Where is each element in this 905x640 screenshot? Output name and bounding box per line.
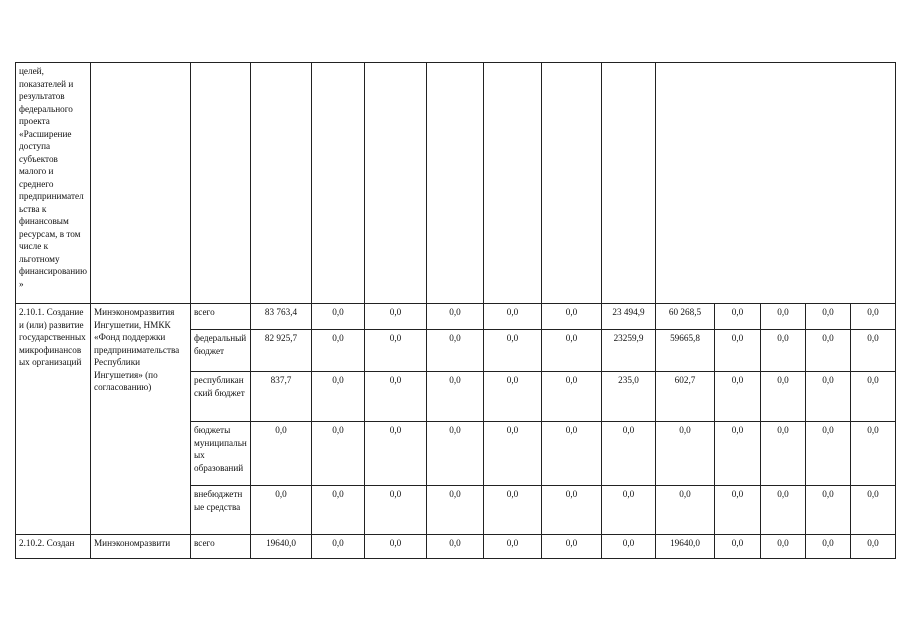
empty-merged-cell bbox=[656, 63, 896, 304]
executor-cell: Минэкономразвития Ингушетии, НМКК «Фонд поддержки предпринимательства Республики Ингушетия» (по согласованию) bbox=[91, 304, 191, 535]
value-cell: 0,0 bbox=[602, 535, 656, 559]
value-cell: 0,0 bbox=[656, 422, 715, 486]
empty-cell bbox=[602, 63, 656, 304]
value-cell: 0,0 bbox=[251, 486, 312, 535]
value-cell: 0,0 bbox=[312, 372, 365, 422]
value-cell: 0,0 bbox=[851, 330, 896, 372]
value-cell: 0,0 bbox=[761, 486, 806, 535]
value-cell: 0,0 bbox=[851, 422, 896, 486]
value-cell: 0,0 bbox=[427, 535, 484, 559]
value-cell: 0,0 bbox=[427, 330, 484, 372]
empty-cell bbox=[427, 63, 484, 304]
value-cell: 0,0 bbox=[427, 304, 484, 330]
value-cell: 0,0 bbox=[761, 422, 806, 486]
value-cell: 0,0 bbox=[806, 330, 851, 372]
value-cell: 0,0 bbox=[715, 304, 761, 330]
empty-cell bbox=[191, 63, 251, 304]
empty-cell bbox=[365, 63, 427, 304]
empty-cell bbox=[542, 63, 602, 304]
value-cell: 0,0 bbox=[542, 535, 602, 559]
value-cell: 0,0 bbox=[365, 372, 427, 422]
value-cell: 0,0 bbox=[312, 304, 365, 330]
value-cell: 0,0 bbox=[251, 422, 312, 486]
value-cell: 0,0 bbox=[806, 422, 851, 486]
value-cell: 0,0 bbox=[715, 486, 761, 535]
executor-cell: Минэкономразвити bbox=[91, 535, 191, 559]
value-cell: 0,0 bbox=[484, 372, 542, 422]
value-cell: 0,0 bbox=[542, 330, 602, 372]
value-cell: 0,0 bbox=[761, 304, 806, 330]
value-cell: 0,0 bbox=[851, 535, 896, 559]
value-cell: 0,0 bbox=[542, 304, 602, 330]
value-cell: 0,0 bbox=[312, 330, 365, 372]
value-cell: 0,0 bbox=[542, 372, 602, 422]
value-cell: 23 494,9 bbox=[602, 304, 656, 330]
value-cell: 0,0 bbox=[761, 330, 806, 372]
value-cell: 82 925,7 bbox=[251, 330, 312, 372]
value-cell: 0,0 bbox=[851, 304, 896, 330]
value-cell: 0,0 bbox=[312, 535, 365, 559]
value-cell: 0,0 bbox=[715, 422, 761, 486]
value-cell: 235,0 bbox=[602, 372, 656, 422]
value-cell: 0,0 bbox=[427, 422, 484, 486]
value-cell: 0,0 bbox=[715, 372, 761, 422]
value-cell: 0,0 bbox=[761, 535, 806, 559]
value-cell: 0,0 bbox=[365, 486, 427, 535]
value-cell: 0,0 bbox=[312, 486, 365, 535]
measure-name-cell: 2.10.2. Создан bbox=[16, 535, 91, 559]
table-row bbox=[16, 63, 896, 304]
value-cell: 0,0 bbox=[427, 486, 484, 535]
value-cell: 0,0 bbox=[602, 486, 656, 535]
source-cell: всего bbox=[191, 535, 251, 559]
source-cell: внебюджетные средства bbox=[191, 486, 251, 535]
value-cell: 0,0 bbox=[542, 422, 602, 486]
value-cell: 0,0 bbox=[851, 486, 896, 535]
measure-name-cell: 2.10.1. Создание и (или) развитие государственных микрофинансовых организаций bbox=[16, 304, 91, 535]
value-cell: 0,0 bbox=[365, 330, 427, 372]
value-cell: 0,0 bbox=[806, 535, 851, 559]
value-cell: 0,0 bbox=[312, 422, 365, 486]
value-cell: 83 763,4 bbox=[251, 304, 312, 330]
value-cell: 0,0 bbox=[365, 422, 427, 486]
value-cell: 60 268,5 bbox=[656, 304, 715, 330]
source-cell: республиканский бюджет bbox=[191, 372, 251, 422]
source-cell: федеральный бюджет bbox=[191, 330, 251, 372]
value-cell: 19640,0 bbox=[656, 535, 715, 559]
value-cell: 19640,0 bbox=[251, 535, 312, 559]
value-cell: 0,0 bbox=[715, 535, 761, 559]
value-cell: 0,0 bbox=[484, 486, 542, 535]
value-cell: 0,0 bbox=[806, 486, 851, 535]
source-cell: всего bbox=[191, 304, 251, 330]
value-cell: 0,0 bbox=[484, 304, 542, 330]
empty-cell bbox=[484, 63, 542, 304]
table-row bbox=[16, 304, 896, 330]
empty-cell bbox=[91, 63, 191, 304]
value-cell: 0,0 bbox=[484, 422, 542, 486]
source-cell: бюджеты муниципальных образований bbox=[191, 422, 251, 486]
value-cell: 0,0 bbox=[427, 372, 484, 422]
value-cell: 23259,9 bbox=[602, 330, 656, 372]
value-cell: 0,0 bbox=[806, 372, 851, 422]
value-cell: 0,0 bbox=[602, 422, 656, 486]
value-cell: 0,0 bbox=[656, 486, 715, 535]
budget-table bbox=[15, 62, 896, 559]
empty-cell bbox=[251, 63, 312, 304]
value-cell: 0,0 bbox=[761, 372, 806, 422]
value-cell: 837,7 bbox=[251, 372, 312, 422]
value-cell: 59665,8 bbox=[656, 330, 715, 372]
value-cell: 0,0 bbox=[484, 535, 542, 559]
value-cell: 0,0 bbox=[484, 330, 542, 372]
table-row bbox=[16, 535, 896, 559]
value-cell: 0,0 bbox=[365, 304, 427, 330]
value-cell: 0,0 bbox=[365, 535, 427, 559]
value-cell: 0,0 bbox=[542, 486, 602, 535]
value-cell: 602,7 bbox=[656, 372, 715, 422]
empty-cell bbox=[312, 63, 365, 304]
value-cell: 0,0 bbox=[715, 330, 761, 372]
value-cell: 0,0 bbox=[806, 304, 851, 330]
intro-text-cell: целей, показателей и результатов федерального проекта «Расширение доступа субъектов малого и среднего предпринимательства к финансовым ресурсам, в том числе к льготному финансированию» bbox=[16, 63, 91, 304]
value-cell: 0,0 bbox=[851, 372, 896, 422]
